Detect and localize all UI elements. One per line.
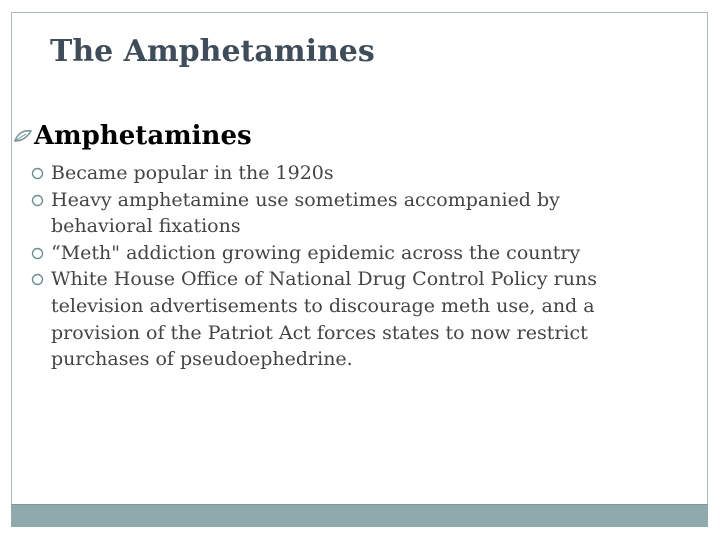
circle-bullet-icon	[31, 194, 44, 207]
slide-footer-bar	[11, 504, 708, 527]
bullet-text: White House Office of National Drug Control Policy runs television advertisements to discourage meth use, and a provision of the Patriot Act forces states to now restrict purchases of pseudoephedrine.	[51, 268, 597, 371]
slide-title: The Amphetamines	[50, 34, 375, 69]
list-item	[26, 240, 626, 267]
section-heading: Amphetamines	[34, 121, 252, 151]
circle-bullet-icon	[31, 273, 44, 286]
list-item	[26, 187, 626, 240]
circle-bullet-icon	[31, 167, 44, 180]
bullet-text: Heavy amphetamine use sometimes accompanied by behavioral fixations	[51, 188, 560, 238]
list-item	[26, 160, 626, 187]
bullet-text: “Meth" addiction growing epidemic across the country	[51, 241, 581, 264]
list-item	[26, 266, 626, 372]
heading-row	[14, 121, 252, 151]
circle-bullet-icon	[31, 247, 44, 260]
bullet-text: Became popular in the 1920s	[51, 162, 334, 184]
bullet-list	[26, 160, 626, 373]
leaf-bullet-icon	[14, 129, 32, 143]
